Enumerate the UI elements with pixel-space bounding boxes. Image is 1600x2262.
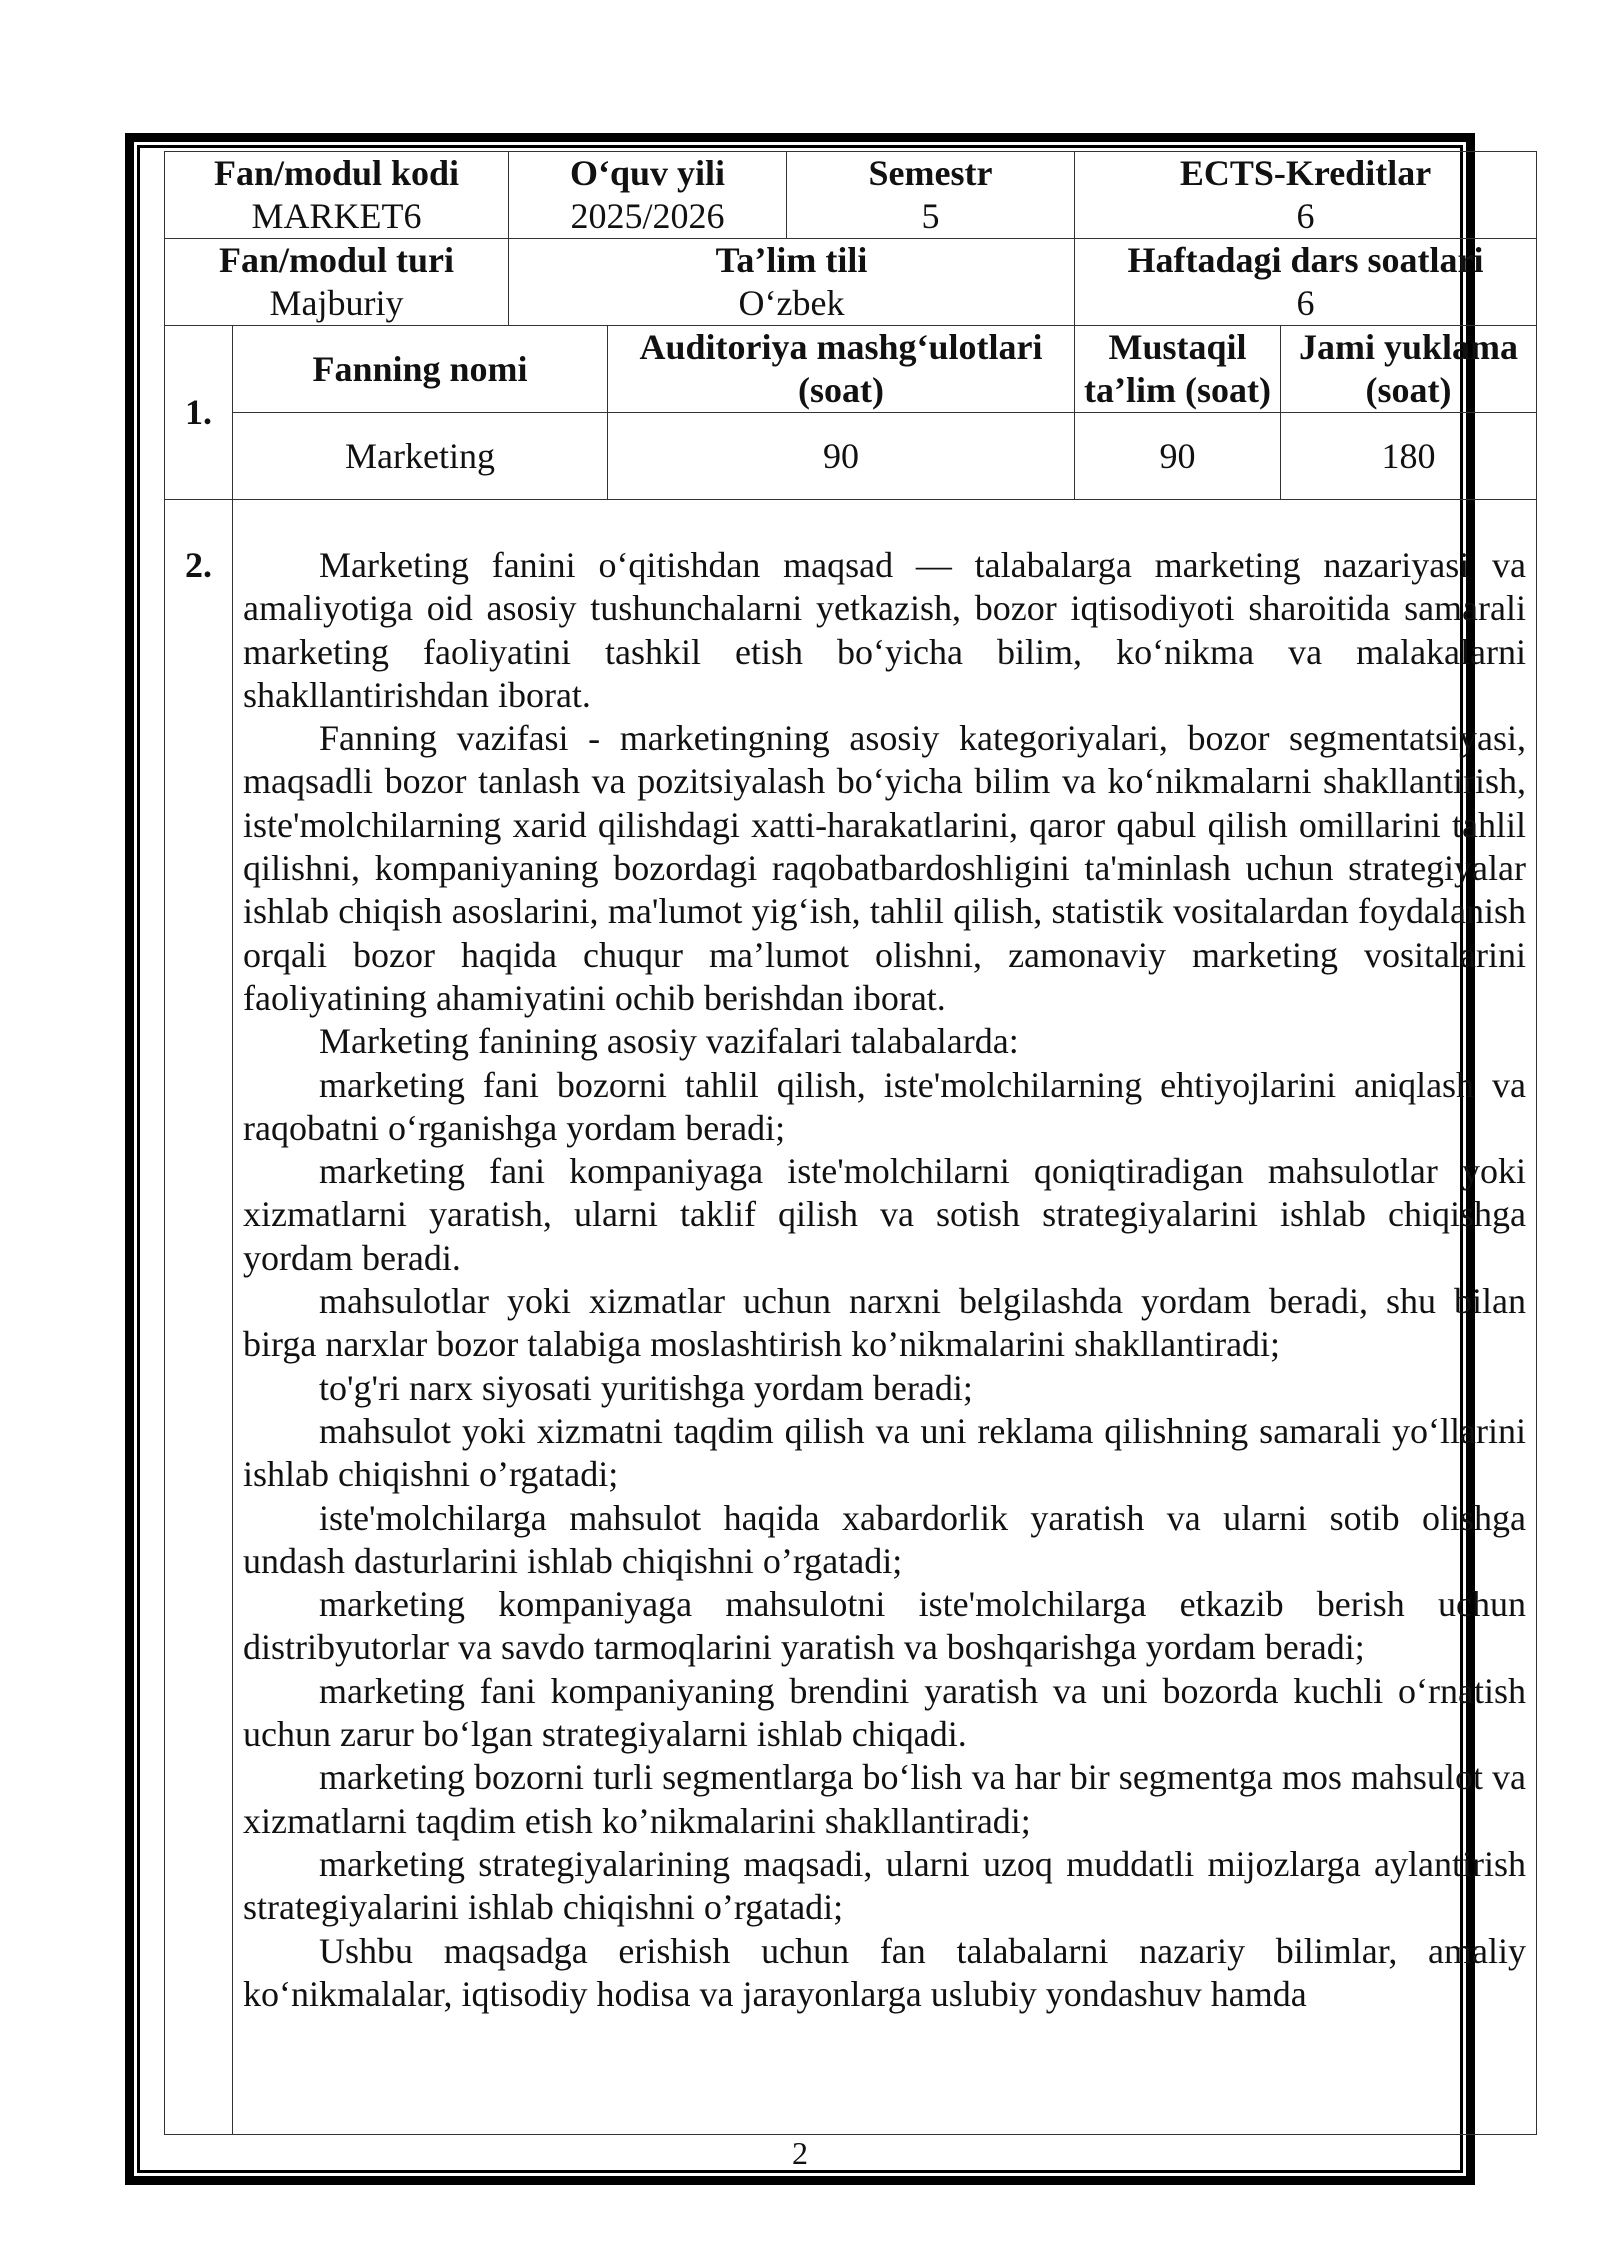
section-number-2: 2. <box>165 500 233 2135</box>
course-name-label: Fanning nomi <box>233 326 608 413</box>
paragraph-item: marketing strategiyalarining maqsadi, ularni uzoq muddatli mijozlarga aylantirish strategiyalarini ishlab chiqishni o’rgatadi; <box>243 1843 1527 1928</box>
table-row-module-info <box>165 152 1537 239</box>
paragraph-item: marketing fani kompaniyaga iste'molchilarni qoniqtiradigan mahsulotlar yoki xizmatlarni yaratish, ularni taklif qilish va sotish strategiyalarini ishlab chiqishga yordam beradi. <box>243 1151 1527 1278</box>
course-name-value: Marketing <box>233 413 608 500</box>
module-code-label: Fan/modul kodi <box>213 153 460 193</box>
section-number-1: 1. <box>165 326 233 500</box>
cell-language <box>509 239 1075 326</box>
academic-year-label: O‘quv yili <box>569 153 726 193</box>
ects-value: 6 <box>1296 196 1315 236</box>
semester-value: 5 <box>921 196 940 236</box>
paragraph-item: marketing bozorni turli segmentlarga bo‘lish va har bir segmentga mos mahsulot va xizmatlarni taqdim etish ko’nikmalarini shakllantiradi; <box>243 1757 1527 1841</box>
cell-weekly-hours <box>1075 239 1537 326</box>
ects-label: ECTS-Kreditlar <box>1179 153 1432 193</box>
semester-label: Semestr <box>868 153 993 193</box>
module-type-value: Majburiy <box>269 283 404 323</box>
paragraph-item: to'g'ri narx siyosati yuritishga yordam beradi; <box>319 1367 973 1408</box>
cell-module-type <box>165 239 509 326</box>
paragraph-task: Fanning vazifasi - marketingning asosiy kategoriyalari, bozor segmentatsiyasi, maqsadli bozor tanlash va pozitsiyalash bo‘yicha bilim va ko‘nikmalarni shakllantirish, iste'molchilarning xarid qilishdagi xatti-harakatlarini, qaror qabul qilish omillarini tahlil qilishni, kompaniyaning bozordagi raqobatbardoshligini ta'minlash uchun strategiyalar ishlab chiqish asoslarini, ma'lumot yig‘ish, tahlil qilish, statistik vositalardan foydalanish orqali bozor haqida chuqur ma’lumot olishni, zamonaviy marketing vositalarini faoliyatining ahamiyatini ochib berishdan iborat. <box>243 718 1527 1018</box>
paragraph-item: mahsulot yoki xizmatni taqdim qilish va uni reklama qilishning samarali yo‘llarini ishlab chiqishni o’rgatadi; <box>243 1410 1527 1495</box>
table-row-section1-values <box>165 413 1537 500</box>
self-study-label: Mustaqil ta’lim (soat) <box>1075 326 1281 413</box>
table-row-module-type <box>165 239 1537 326</box>
section2-body <box>233 500 1537 2135</box>
paragraph-goal: Marketing fanini o‘qitishdan maqsad — talabalarga marketing nazariyasi va amaliyotiga oid asosiy tushunchalarni yetkazish, bozor iqtisodiyoti sharoitida samarali marketing faoliyatini tashkil etish bo‘yicha bilim, ko‘nikma va malakalarni shakllantirishdan iborat. <box>243 545 1527 715</box>
paragraph-item: marketing fani kompaniyaning brendini yaratish va uni bozorda kuchli o‘rnatish uchun zarur bo‘lgan strategiyalarni ishlab chiqadi. <box>243 1670 1527 1755</box>
module-type-label: Fan/modul turi <box>218 240 455 280</box>
language-label: Ta’lim tili <box>715 240 868 280</box>
cell-module-code <box>165 152 509 239</box>
academic-year-value: 2025/2026 <box>570 196 725 236</box>
cell-academic-year <box>509 152 787 239</box>
page-number: 2 <box>792 2135 808 2171</box>
cell-semester <box>787 152 1075 239</box>
auditorium-hours-value: 90 <box>608 413 1075 500</box>
weekly-hours-value: 6 <box>1296 283 1315 323</box>
paragraph-item: marketing fani bozorni tahlil qilish, iste'molchilarning ehtiyojlarini aniqlash va raqobatni o‘rganishga yordam beradi; <box>243 1064 1527 1148</box>
module-code-value: MARKET6 <box>251 196 422 236</box>
syllabus-table <box>164 151 1537 2135</box>
self-study-value: 90 <box>1075 413 1281 500</box>
paragraph-item: mahsulotlar yoki xizmatlar uchun narxni belgilashda yordam beradi, shu bilan birga narxlar bozor talabiga moslashtirish ko’nikmalarini shakllantiradi; <box>243 1281 1527 1365</box>
cell-ects <box>1075 152 1537 239</box>
language-value: O‘zbek <box>738 283 845 323</box>
table-row-section2 <box>165 500 1537 2135</box>
paragraph-closing: Ushbu maqsadga erishish uchun fan talabalarni nazariy bilimlar, amaliy ko‘nikmalalar, iqtisodiy hodisa va jarayonlarga uslubiy yondashuv hamda <box>243 1930 1527 2014</box>
weekly-hours-label: Haftadagi dars soatlari <box>1127 240 1484 280</box>
syllabus-sheet <box>164 151 1527 2135</box>
total-load-label: Jami yuklama (soat) <box>1281 326 1537 413</box>
total-load-value: 180 <box>1281 413 1537 500</box>
paragraph-intro: Marketing fanining asosiy vazifalari talabalarda: <box>319 1021 1019 1062</box>
table-row-section1-header <box>165 326 1537 413</box>
paragraph-item: iste'molchilarga mahsulot haqida xabardorlik yaratish va ularni sotib olishga undash dasturlarini ishlab chiqishni o’rgatadi; <box>243 1497 1527 1581</box>
paragraph-item: marketing kompaniyaga mahsulotni iste'molchilarga etkazib berish uchun distribyutorlar va savdo tarmoqlarini yaratish va boshqarishga yordam beradi; <box>243 1584 1527 1668</box>
auditorium-hours-label: Auditoriya mashg‘ulotlari (soat) <box>608 326 1075 413</box>
